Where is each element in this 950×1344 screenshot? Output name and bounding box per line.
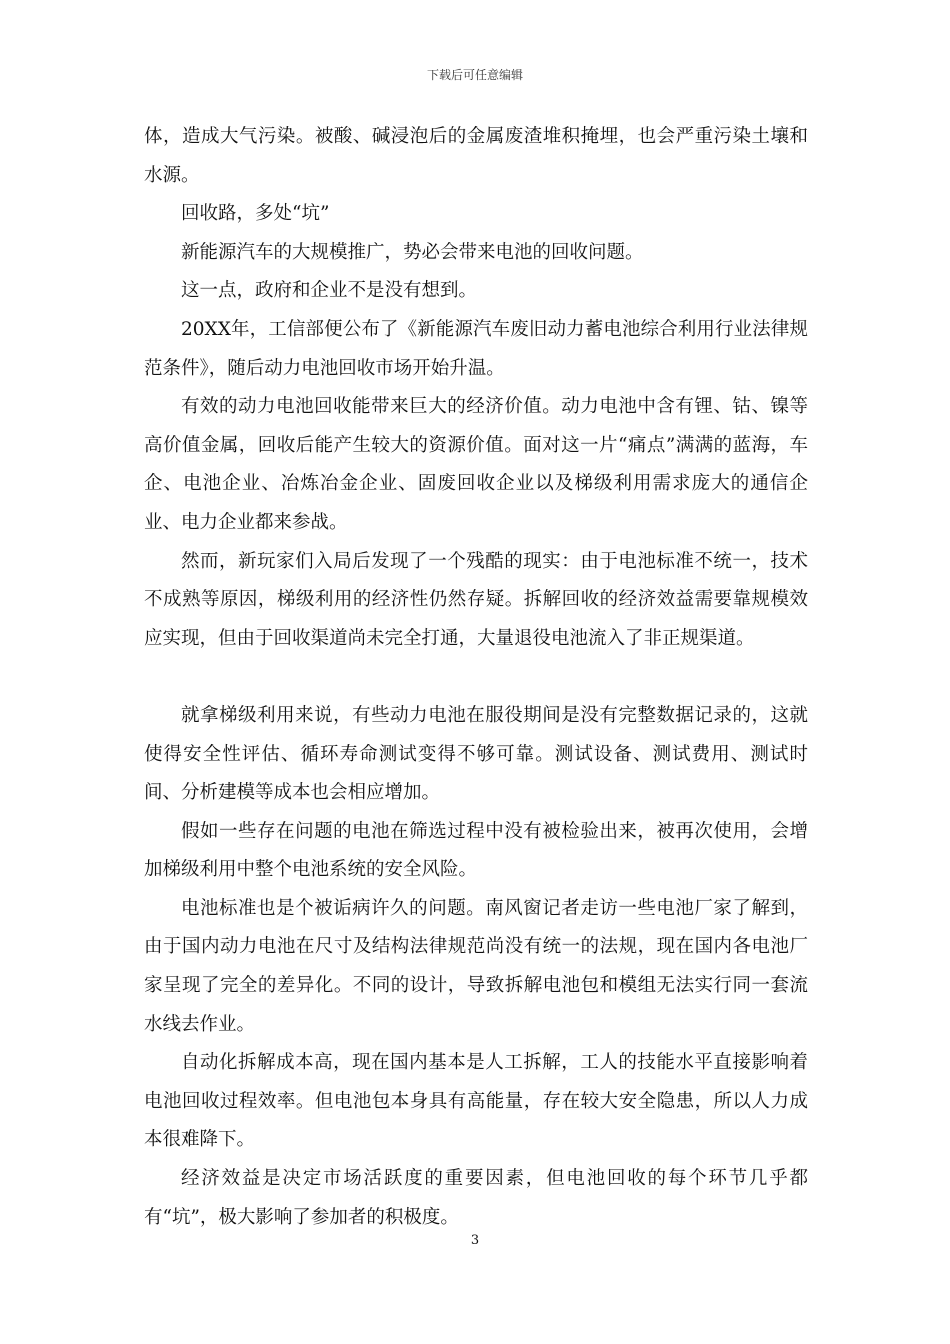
paragraph-continued: 体，造成大气污染。被酸、碱浸泡后的金属废渣堆积掩埋，也会严重污染土壤和水源。: [144, 126, 808, 186]
page-header: 下载后可任意编辑: [426, 68, 523, 82]
section-heading: 回收路，多处“坑”: [181, 203, 330, 225]
paragraph: 有效的动力电池回收能带来巨大的经济价值。动力电池中含有锂、钴、镍等高价值金属，回收后能产生较大的资源价值。面对这一片“痛点”满满的蓝海，车企、电池企业、冶炼冶金企业、固废回收企业以及梯级利用需求庞大的通信企业、电力企业都来参战。: [144, 396, 808, 533]
paragraph: 新能源汽车的大规模推广，势必会带来电池的回收问题。: [181, 241, 644, 263]
paragraph: 电池标准也是个被诟病许久的问题。南风窗记者走访一些电池厂家了解到，由于国内动力电池在尺寸及结构法律规范尚没有统一的法规，现在国内各电池厂家呈现了完全的差异化。不同的设计，导致拆解电池包和模组无法实行同一套流水线去作业。: [144, 897, 808, 1035]
page-number: 3: [470, 1233, 480, 1248]
paragraph: 假如一些存在问题的电池在筛选过程中没有被检验出来，被再次使用，会增加梯级利用中整个电池系统的安全风险。: [144, 820, 808, 881]
paragraph: 就拿梯级利用来说，有些动力电池在服役期间是没有完整数据记录的，这就使得安全性评估、循环寿命测试变得不够可靠。测试设备、测试费用、测试时间、分析建模等成本也会相应增加。: [144, 704, 808, 804]
paragraph: 这一点，政府和企业不是没有想到。: [181, 280, 478, 302]
document-body: [144, 118, 808, 1237]
blank-line: [144, 658, 808, 697]
paragraph: 20XX年，工信部便公布了《新能源汽车废旧动力蓄电池综合利用行业法律规范条件》，随后动力电池回收市场开始升温。: [144, 318, 808, 379]
paragraph: 自动化拆解成本高，现在国内基本是人工拆解，工人的技能水平直接影响着电池回收过程效率。但电池包本身具有高能量，存在较大安全隐患，所以人力成本很难降下。: [144, 1052, 808, 1151]
paragraph: 然而，新玩家们入局后发现了一个残酷的现实：由于电池标准不统一，技术不成熟等原因，梯级利用的经济性仍然存疑。拆解回收的经济效益需要靠规模效应实现，但由于回收渠道尚未完全打通，大量退役电池流入了非正规渠道。: [144, 550, 808, 649]
paragraph: 经济效益是决定市场活跃度的重要因素，但电池回收的每个环节几乎都有“坑”，极大影响了参加者的积极度。: [144, 1168, 808, 1228]
